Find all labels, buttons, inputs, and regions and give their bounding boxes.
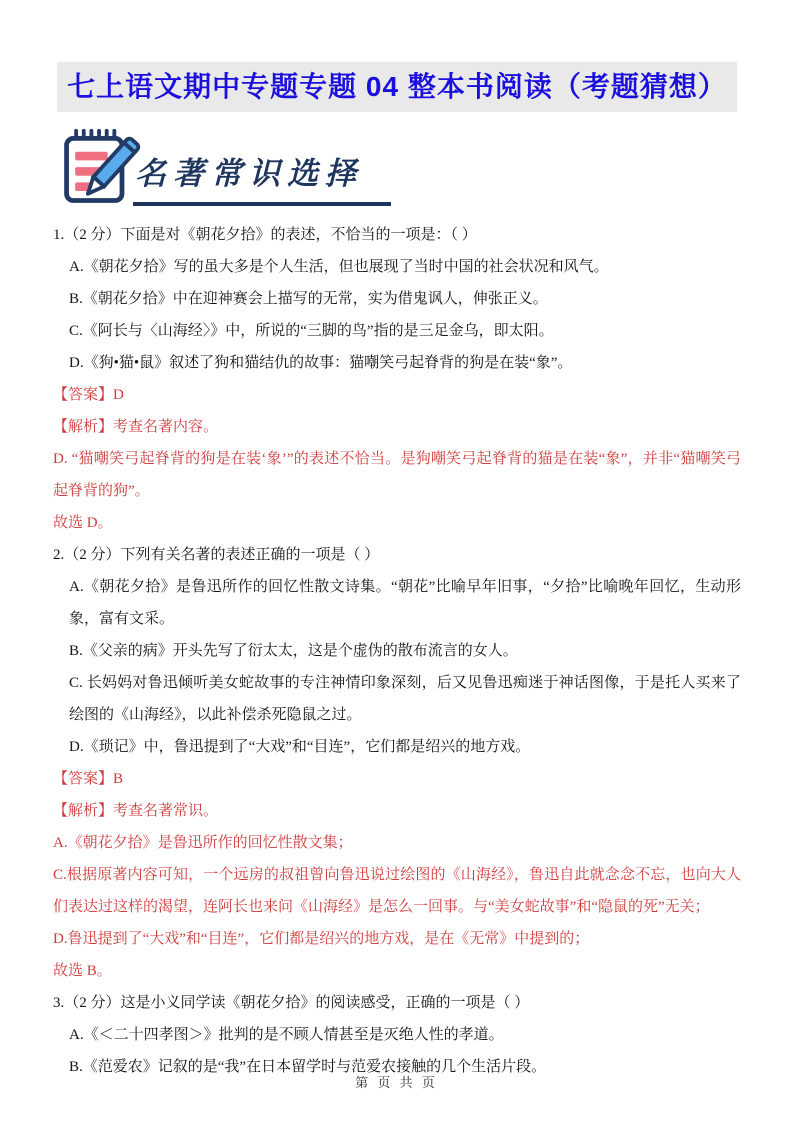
question-1-answer: 【答案】D <box>53 387 124 403</box>
question-1-option-a: A.《朝花夕拾》写的虽大多是个人生活，但也展现了当时中国的社会状况和风气。 <box>69 259 609 275</box>
section-title: 名著常识选择 <box>135 156 363 192</box>
question-2-option-d: D.《琐记》中，鲁迅提到了“大戏”和“目连”，它们都是绍兴的地方戏。 <box>69 739 531 755</box>
question-2-conclusion: 故选 B。 <box>53 963 112 979</box>
question-3-stem: 3.（2 分）这是小义同学读《朝花夕拾》的阅读感受，正确的一项是（ ） <box>53 995 530 1011</box>
question-block-2 <box>53 539 741 987</box>
page-footer: 第 页 共 页 <box>355 1075 438 1090</box>
question-2-answer: 【答案】B <box>53 771 124 787</box>
document-body <box>53 219 741 1083</box>
question-block-3 <box>53 987 741 1083</box>
question-1-option-c: C.《阿长与〈山海经〉》中，所说的“三脚的鸟”指的是三足金乌，即太阳。 <box>69 323 554 339</box>
banner-underline <box>133 148 391 206</box>
question-1-explanation: D. “猫嘲笑弓起脊背的狗是在装‘象’”的表述不恰当。是狗嘲笑弓起脊背的猫是在装“象”，并非“猫嘲笑弓起脊背的狗”。 <box>53 451 741 499</box>
section-banner <box>57 126 793 212</box>
question-1-option-b: B.《朝花夕拾》中在迎神赛会上描写的无常，实为借鬼讽人，伸张正义。 <box>69 291 548 307</box>
question-3-option-b: B.《范爱农》记叙的是“我”在日本留学时与范爱农接触的几个生活片段。 <box>69 1059 547 1075</box>
question-2-option-c: C. 长妈妈对鲁迅倾听美女蛇故事的专注神情印象深刻，后又见鲁迅痴迷于神话图像，于是托人买来了绘图的《山海经》，以此补偿杀死隐鼠之过。 <box>69 675 741 723</box>
question-2-option-b: B.《父亲的病》开头先写了衍太太，这是个虚伪的散布流言的女人。 <box>69 643 518 659</box>
question-2-explanation-a: A.《朝花夕拾》是鲁迅所作的回忆性散文集； <box>53 835 353 851</box>
question-2-explanation-c: C.根据原著内容可知，一个远房的叔祖曾向鲁迅说过绘图的《山海经》，鲁迅自此就念念不忘，也向大人们表达过这样的渴望，连阿长也来问《山海经》是怎么一回事。与“美女蛇故事”和“隐鼠的死”无关； <box>53 867 741 915</box>
question-3-option-a: A.《＜二十四孝图＞》批判的是不顾人情甚至是灭绝人性的孝道。 <box>69 1027 504 1043</box>
question-2-option-a: A.《朝花夕拾》是鲁迅所作的回忆性散文诗集。“朝花”比喻早年旧事，“夕拾”比喻晚年回忆，生动形象，富有文采。 <box>69 579 741 627</box>
question-1-stem: 1.（2 分）下面是对《朝花夕拾》的表述，不恰当的一项是：（ ） <box>53 227 477 243</box>
question-2-explanation-d: D.鲁迅提到了“大戏”和“目连”，它们都是绍兴的地方戏，是在《无常》中提到的； <box>53 931 590 947</box>
question-2-analysis: 【解析】考查名著常识。 <box>53 803 219 819</box>
page-title: 七上语文期中专题专题 04 整本书阅读（考题猜想） <box>57 62 737 112</box>
question-1-conclusion: 故选 D。 <box>53 515 113 531</box>
question-2-stem: 2.（2 分）下列有关名著的表述正确的一项是（ ） <box>53 547 380 563</box>
notepad-pencil-icon <box>57 126 143 212</box>
question-1-analysis: 【解析】考查名著内容。 <box>53 419 219 435</box>
question-1-option-d: D.《狗•猫•鼠》叙述了狗和猫结仇的故事：猫嘲笑弓起脊背的狗是在装“象”。 <box>69 355 573 371</box>
question-block-1 <box>53 219 741 539</box>
